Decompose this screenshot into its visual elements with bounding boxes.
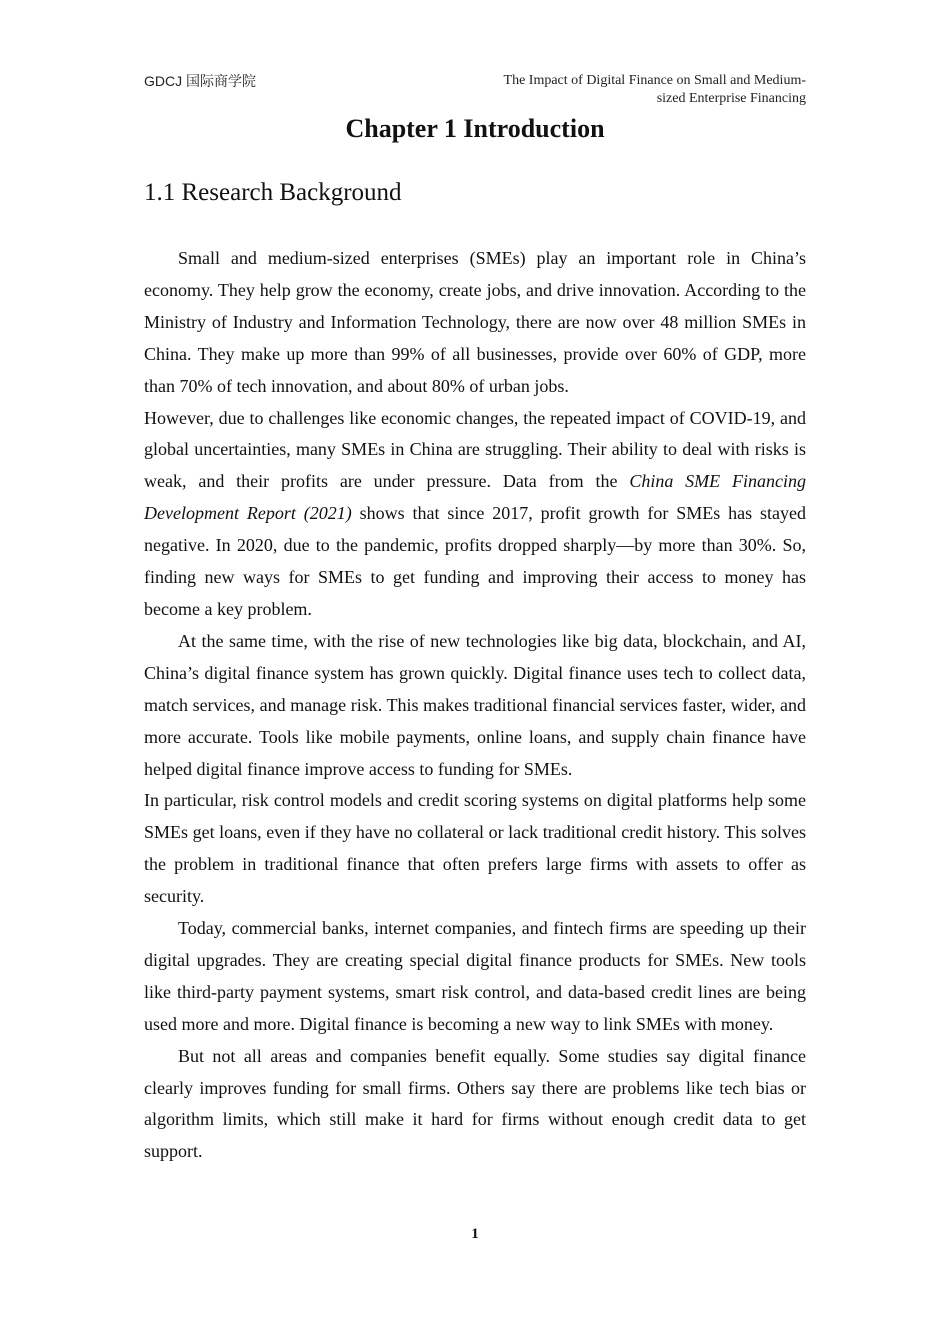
header-left: GDCJ 国际商学院 [144, 73, 256, 89]
page-number: 1 [471, 1226, 479, 1242]
paragraph-4: In particular, risk control models and credit scoring systems on digital platforms help some SMEs get loans, even if they have no collateral or lack traditional credit history. This solves the problem in traditional finance that often prefers large firms with assets to offer as security. [144, 790, 806, 907]
paragraph-2 [144, 403, 806, 626]
report-title-italic: China SME Financing Development Report (2021) [144, 471, 807, 524]
paragraph-1: Small and medium-sized enterprises (SMEs) play an important role in China’s economy. They help grow the economy, create jobs, and drive innovation. According to the Ministry of Industry and Information Technology, there are now over 48 million SMEs in China. They make up more than 99% of all businesses, provide over 60% of GDP, more than 70% of tech innovation, and about 80% of urban jobs. [144, 248, 806, 396]
paragraph-3: At the same time, with the rise of new technologies like big data, blockchain, and AI, China’s digital finance system has grown quickly. Digital finance uses tech to collect data, match services, and manage risk. This makes traditional financial services faster, wider, and more accurate. Tools like mobile payments, online loans, and supply chain finance have helped digital finance improve access to funding for SMEs. [144, 630, 806, 779]
header-right-line1: The Impact of Digital Finance on Small and Medium- [503, 73, 806, 88]
chapter-title: Chapter 1 Introduction [345, 114, 605, 143]
body-text [144, 243, 806, 1168]
section-title: 1.1 Research Background [144, 179, 402, 206]
paragraph-6: But not all areas and companies benefit equally. Some studies say digital finance clearly improves funding for small firms. Others say there are problems like tech bias or algorithm limits, which still make it hard for firms without enough credit data to get support. [144, 1045, 806, 1162]
paragraph-2-text-a: However, due to challenges like economic changes, the repeated impact of COVID-19, and global uncertainties, many SMEs in China are struggling. Their ability to deal with risks is weak, and their profits are under pressure. Data from the [144, 407, 806, 492]
paragraph-5: Today, commercial banks, internet companies, and fintech firms are speeding up their digital upgrades. They are creating special digital finance products for SMEs. New tools like third-party payment systems, smart risk control, and data-based credit lines are being used more and more. Digital finance is becoming a new way to link SMEs with money. [144, 918, 806, 1034]
header-right-line2: sized Enterprise Financing [656, 91, 806, 106]
header-right [476, 72, 806, 108]
paragraph-2-text-b: shows that since 2017, profit growth for SMEs has stayed negative. In 2020, due to the pandemic, profits dropped sharply—by more than 30%. So, finding new ways for SMEs to get funding and improving their access to money has become a key problem. [144, 503, 807, 619]
